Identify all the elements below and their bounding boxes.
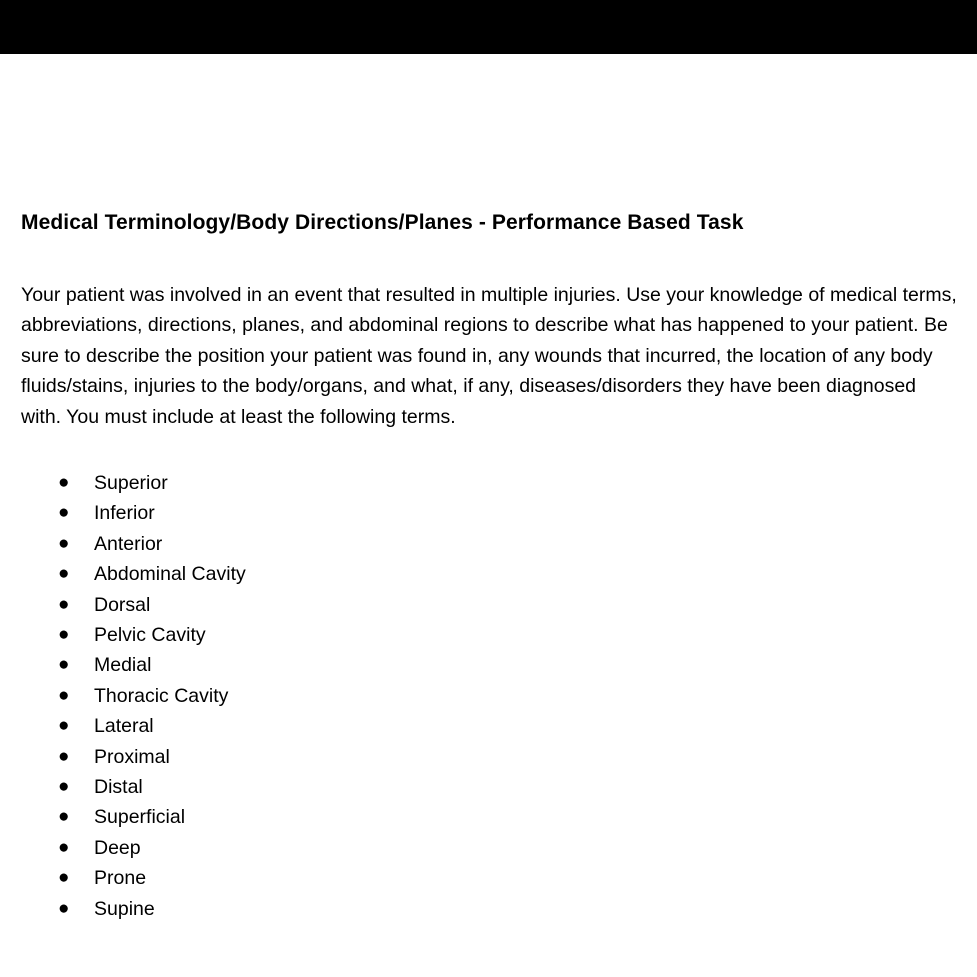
term-label: Medial (94, 654, 152, 677)
term-label: Lateral (94, 715, 154, 738)
term-label: Deep (94, 836, 141, 859)
term-item (21, 711, 961, 741)
term-item (21, 742, 961, 772)
terms-list (21, 468, 961, 924)
bullet-icon: ● (58, 836, 70, 858)
bullet-icon: ● (58, 593, 70, 615)
term-item (21, 894, 961, 924)
bullet-icon: ● (58, 867, 70, 889)
term-item (21, 620, 961, 650)
term-item (21, 590, 961, 620)
term-label: Prone (94, 867, 147, 890)
bullet-icon: ● (58, 654, 70, 676)
term-label: Superficial (94, 806, 186, 829)
term-label: Distal (94, 775, 143, 798)
term-label: Anterior (94, 532, 163, 555)
term-item (21, 863, 961, 893)
bullet-icon: ● (58, 684, 70, 706)
term-label: Supine (94, 897, 155, 920)
term-label: Pelvic Cavity (94, 623, 206, 646)
top-black-bar (0, 0, 977, 54)
term-item (21, 650, 961, 680)
term-item (21, 559, 961, 589)
term-item (21, 681, 961, 711)
term-item (21, 802, 961, 832)
term-item (21, 498, 961, 528)
document-title: Medical Terminology/Body Directions/Planes - Performance Based Task (21, 211, 744, 234)
bullet-icon: ● (58, 502, 70, 524)
bullet-icon: ● (58, 623, 70, 645)
term-item (21, 529, 961, 559)
document-body (21, 208, 961, 924)
bullet-icon: ● (58, 775, 70, 797)
bullet-icon: ● (58, 745, 70, 767)
term-label: Thoracic Cavity (94, 684, 229, 707)
term-item (21, 833, 961, 863)
term-item (21, 468, 961, 498)
bullet-icon: ● (58, 806, 70, 828)
term-label: Dorsal (94, 593, 151, 616)
bullet-icon: ● (58, 563, 70, 585)
instructions-paragraph: Your patient was involved in an event that resulted in multiple injuries. Use your knowledge of medical terms, abbreviations, directions, planes, and abdominal regions to describe what has happened to your patient. Be sure to describe the position your patient was found in, any wounds that incurred, the location of any body fluids/stains, injuries to the body/organs, and what, if any, diseases/disorders they have been diagnosed with. You must include at least the following terms. (21, 284, 957, 428)
term-label: Abdominal Cavity (94, 563, 246, 586)
term-item (21, 772, 961, 802)
bullet-icon: ● (58, 715, 70, 737)
term-label: Superior (94, 472, 168, 495)
term-label: Proximal (94, 745, 170, 768)
term-label: Inferior (94, 502, 155, 525)
bullet-icon: ● (58, 532, 70, 554)
bullet-icon: ● (58, 472, 70, 494)
bullet-icon: ● (58, 897, 70, 919)
